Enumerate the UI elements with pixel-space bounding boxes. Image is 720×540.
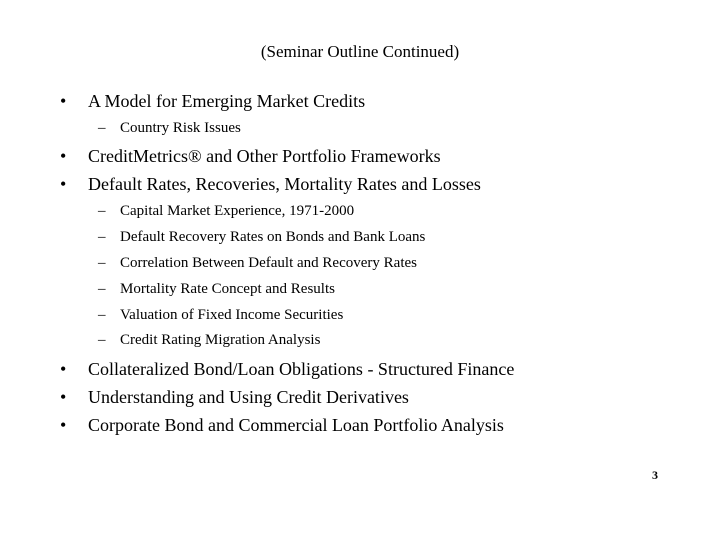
- dash-icon: –: [98, 203, 106, 219]
- bullet-icon: •: [60, 174, 67, 194]
- outline-subitem-text: Capital Market Experience, 1971-2000: [120, 203, 355, 219]
- bullet-icon: •: [60, 415, 67, 435]
- dash-icon: –: [98, 229, 106, 245]
- outline-subitem-text: Valuation of Fixed Income Securities: [120, 307, 344, 323]
- outline-subitem-text: Default Recovery Rates on Bonds and Bank Loans: [120, 229, 426, 245]
- slide-title: (Seminar Outline Continued): [260, 42, 460, 61]
- outline-item-text: A Model for Emerging Market Credits: [88, 91, 366, 111]
- dash-icon: –: [98, 281, 106, 297]
- dash-icon: –: [98, 332, 106, 348]
- bullet-icon: •: [60, 146, 67, 166]
- bullet-icon: •: [60, 359, 67, 379]
- dash-icon: –: [98, 120, 106, 136]
- bullet-icon: •: [60, 91, 67, 111]
- outline-item-text: Default Rates, Recoveries, Mortality Rates and Losses: [88, 174, 481, 194]
- outline-item-text: Understanding and Using Credit Derivatives: [88, 387, 409, 407]
- outline-item-text: Corporate Bond and Commercial Loan Portfolio Analysis: [88, 415, 504, 435]
- outline-item-text: CreditMetrics® and Other Portfolio Frameworks: [88, 146, 441, 166]
- page-number: 3: [652, 468, 658, 482]
- outline-subitem-text: Country Risk Issues: [120, 120, 241, 136]
- outline-subitem-text: Mortality Rate Concept and Results: [120, 281, 335, 297]
- dash-icon: –: [98, 255, 106, 271]
- outline-item-text: Collateralized Bond/Loan Obligations - Structured Finance: [88, 359, 515, 379]
- bullet-icon: •: [60, 387, 67, 407]
- outline-subitem-text: Credit Rating Migration Analysis: [120, 332, 321, 348]
- outline-subitem-text: Correlation Between Default and Recovery Rates: [120, 255, 417, 271]
- dash-icon: –: [98, 307, 106, 323]
